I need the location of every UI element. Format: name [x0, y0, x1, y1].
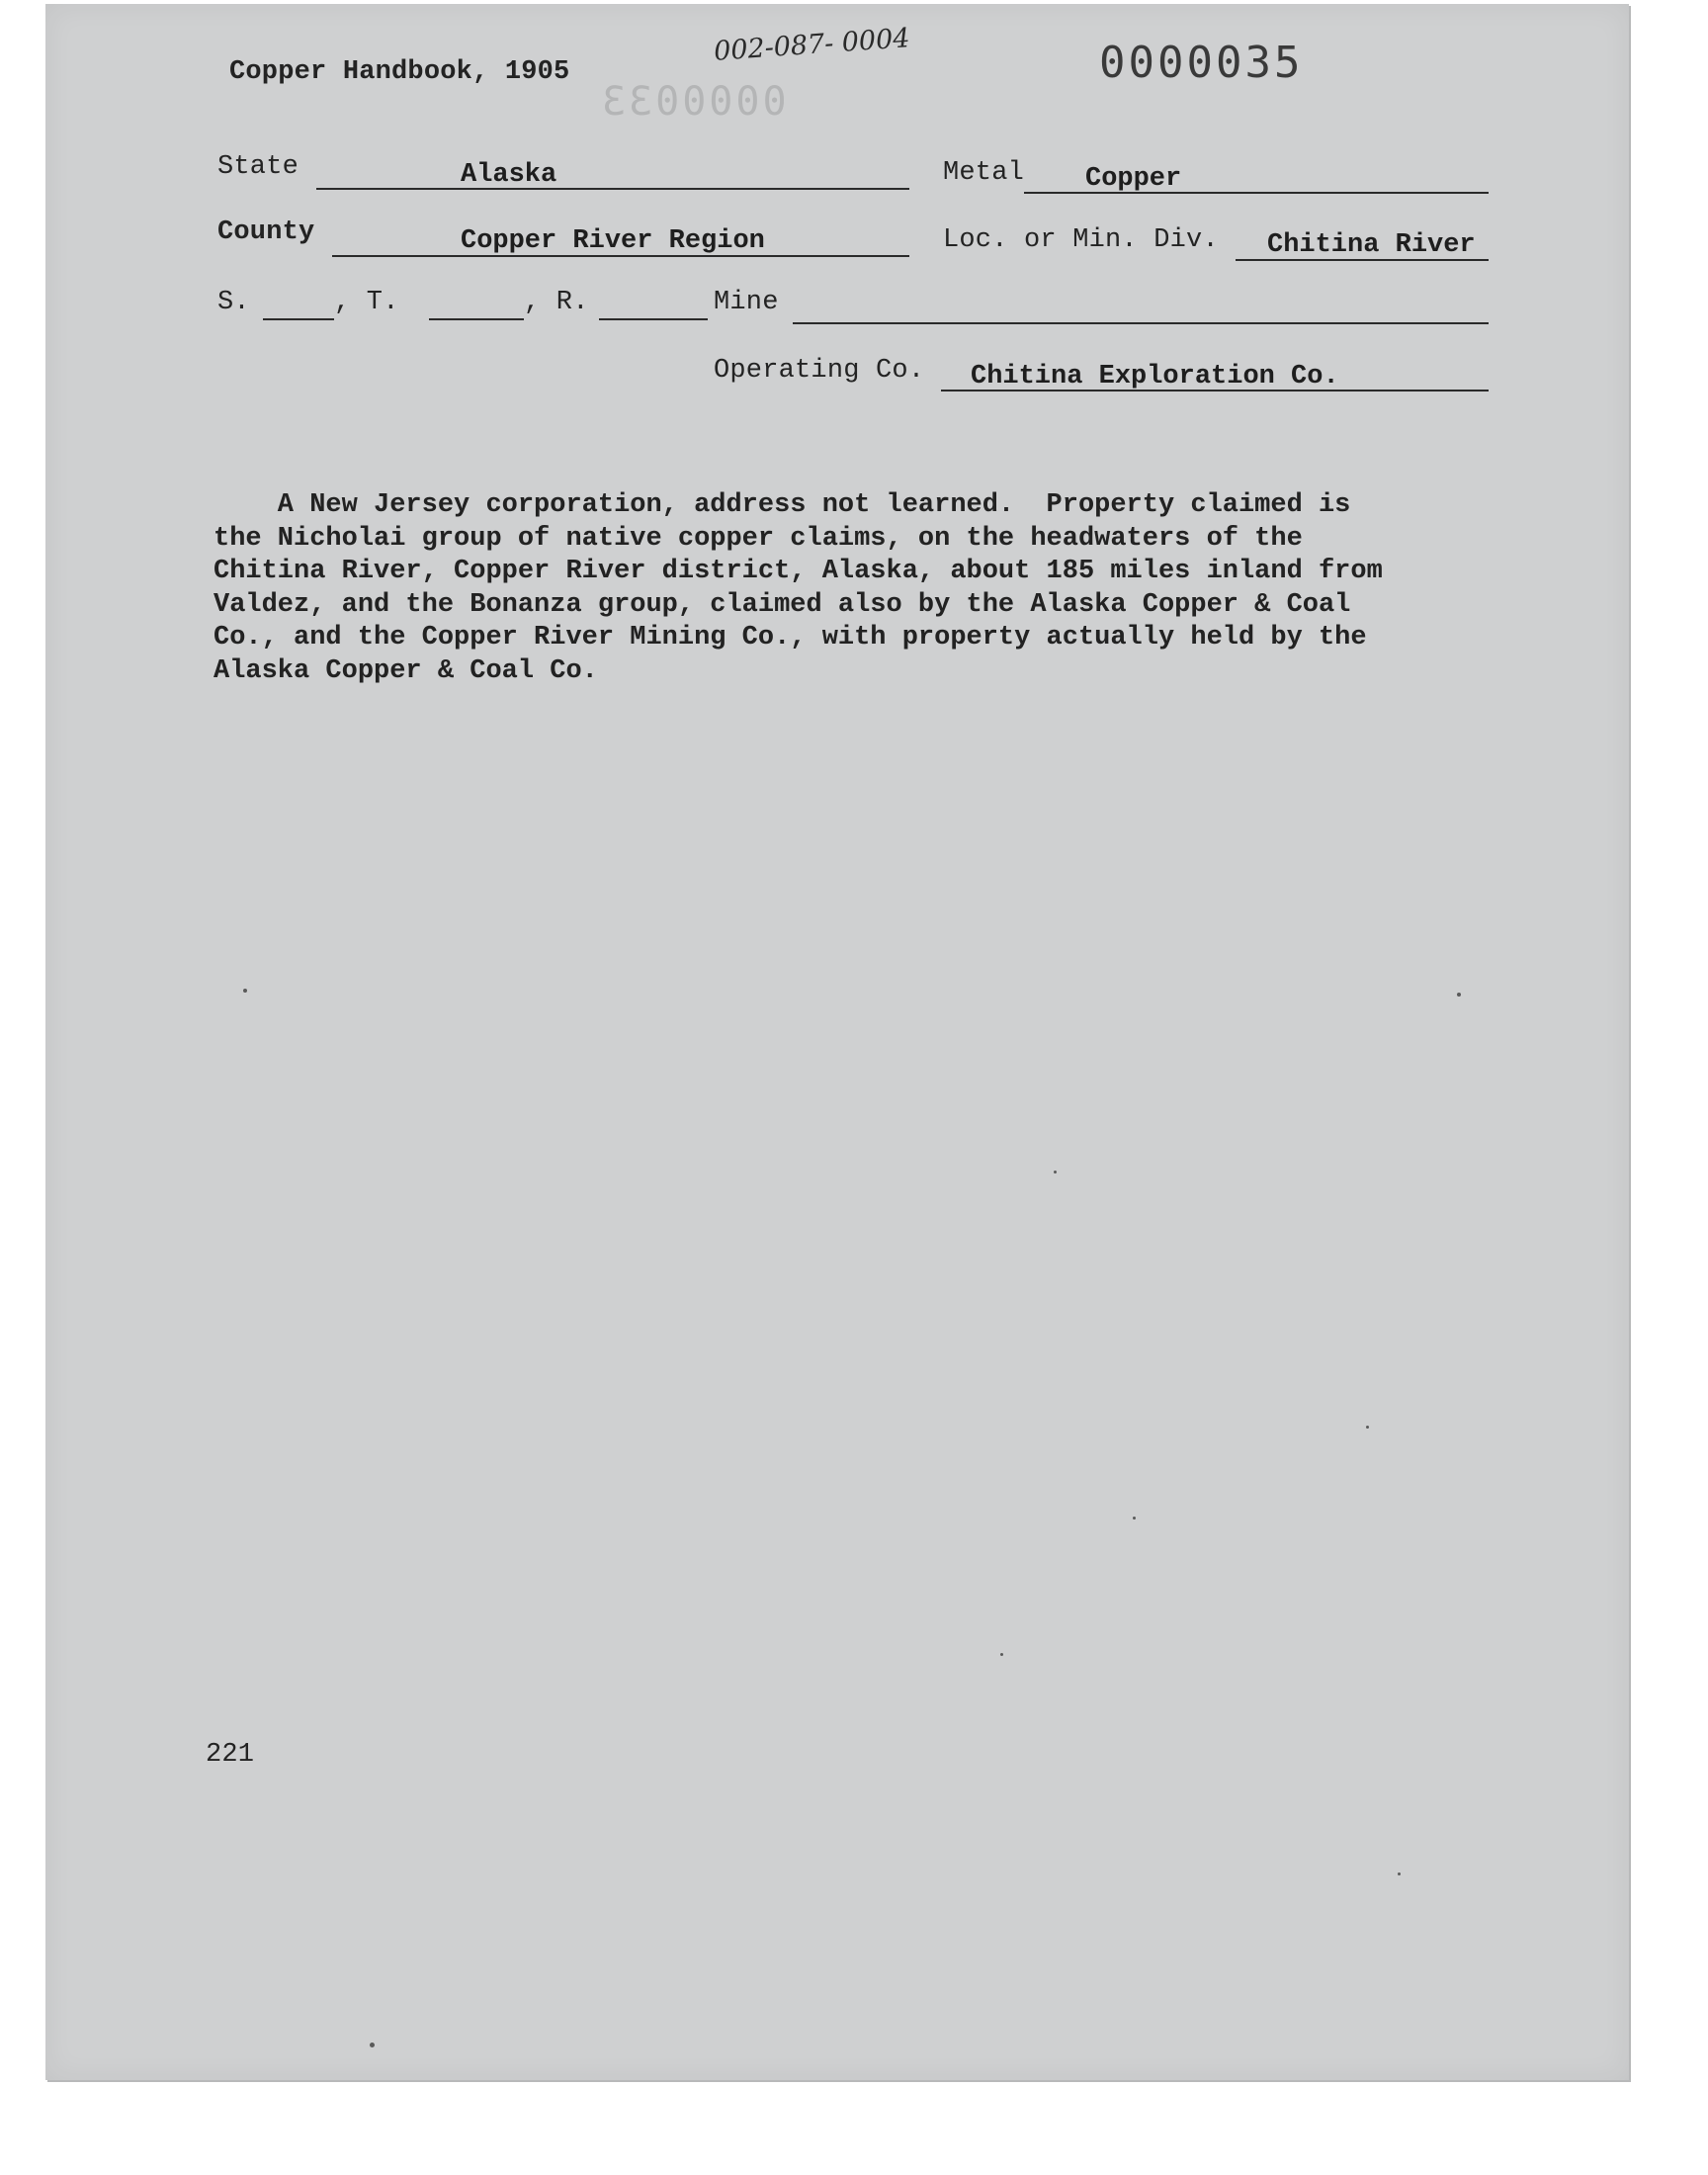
section-label: S.: [217, 288, 250, 317]
ghost-stamp-bleedthrough: 0000033: [599, 79, 787, 125]
mine-line: [793, 322, 1489, 324]
description-paragraph: [214, 489, 1498, 689]
scan-speck: [1457, 993, 1461, 997]
loc-value: Chitina River: [1267, 230, 1476, 260]
description-line: A New Jersey corporation, address not learned. Property claimed is: [214, 490, 1351, 520]
metal-value: Copper: [1085, 164, 1182, 194]
county-label: County: [217, 218, 315, 247]
description-line: Chitina River, Copper River district, Alaska, about 185 miles inland from: [214, 557, 1383, 587]
description-line: Valdez, and the Bonanza group, claimed also by the Alaska Copper & Coal: [214, 589, 1351, 620]
metal-label: Metal: [943, 158, 1025, 188]
county-value: Copper River Region: [461, 226, 765, 256]
section-line: [263, 318, 334, 320]
township-line: [429, 318, 524, 320]
range-line: [599, 318, 708, 320]
scan-speck: [1366, 1426, 1369, 1429]
description-line: Alaska Copper & Coal Co.: [214, 655, 598, 686]
township-label: , T.: [334, 288, 399, 317]
state-label: State: [217, 152, 299, 182]
document-page: [45, 4, 1629, 2080]
operating-label: Operating Co.: [714, 356, 925, 386]
range-label: , R.: [524, 288, 589, 317]
mine-label: Mine: [714, 288, 779, 317]
page-number: 221: [206, 1740, 255, 1770]
source-title: Copper Handbook, 1905: [229, 57, 570, 87]
description-line: the Nicholai group of native copper claims, on the headwaters of the: [214, 523, 1303, 554]
scan-speck: [1054, 1171, 1057, 1174]
scan-speck: [1000, 1653, 1003, 1656]
stamp-number: 0000035: [1099, 38, 1304, 88]
handwritten-code: 002-087- 0004: [713, 23, 911, 67]
state-value: Alaska: [461, 160, 557, 190]
scan-speck: [243, 989, 247, 993]
operating-value: Chitina Exploration Co.: [971, 362, 1339, 392]
loc-label: Loc. or Min. Div.: [943, 225, 1219, 255]
scan-speck: [1133, 1517, 1136, 1520]
state-line: [316, 188, 909, 190]
scan-speck: [1398, 1872, 1401, 1875]
description-line: Co., and the Copper River Mining Co., with property actually held by the: [214, 623, 1367, 653]
scan-speck: [370, 2043, 375, 2047]
